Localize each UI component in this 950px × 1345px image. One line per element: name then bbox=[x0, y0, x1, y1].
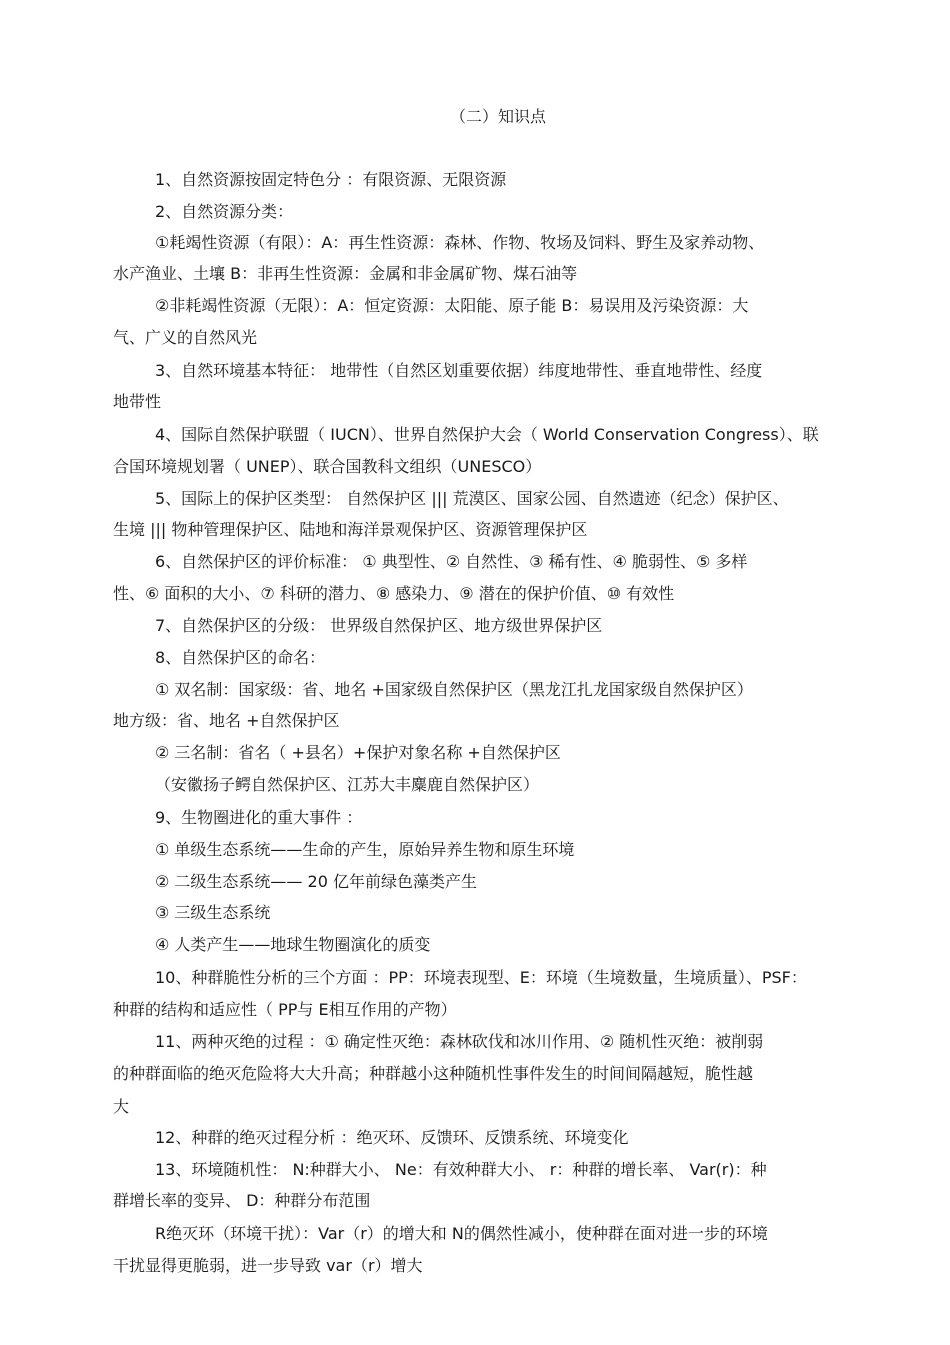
text-line: ① 单级生态系统——生命的产生，原始异养生物和原生环境 bbox=[155, 840, 575, 859]
text-line: 3、自然环境基本特征： 地带性（自然区划重要依据）纬度地带性、垂直地带性、经度 bbox=[155, 361, 763, 380]
text-line: ④ 人类产生——地球生物圈演化的质变 bbox=[155, 935, 431, 954]
text-line: 10、种群脆性分析的三个方面 ：PP：环境表现型、E：环境（生境数量，生境质量）、PSF： bbox=[155, 968, 807, 987]
text-line: 地方级：省、地名 +自然保护区 bbox=[113, 711, 340, 730]
text-line: 群增长率的变异、 D：种群分布范围 bbox=[113, 1191, 371, 1210]
text-line: （安徽扬子鳄自然保护区、江苏大丰麋鹿自然保护区） bbox=[155, 775, 540, 794]
text-line: 干扰显得更脆弱，进一步导致 var（r）增大 bbox=[113, 1256, 423, 1275]
text-line: 水产渔业、土壤 B：非再生性资源：金属和非金属矿物、煤石油等 bbox=[113, 264, 578, 283]
text-line: 地带性 bbox=[113, 392, 162, 411]
text-line: ② 二级生态系统—— 20 亿年前绿色藻类产生 bbox=[155, 872, 477, 891]
text-line: ③ 三级生态系统 bbox=[155, 903, 271, 922]
text-line: 6、自然保护区的评价标准： ① 典型性、② 自然性、③ 稀有性、④ 脆弱性、⑤ 多样 bbox=[155, 552, 748, 571]
text-line: 2、自然资源分类： bbox=[155, 202, 294, 221]
text-line: 气、广义的自然风光 bbox=[113, 328, 258, 347]
text-line: ①耗竭性资源（有限）：A：再生性资源：森林、作物、牧场及饲料、野生及家养动物、 bbox=[155, 233, 765, 252]
text-line: 4、国际自然保护联盟（ IUCN）、世界自然保护大会（ World Conservation Congress）、联 bbox=[155, 425, 819, 444]
text-line: R绝灭环（环境干扰）：Var（r）的增大和 N的偶然性减小，使种群在面对进一步的环境 bbox=[155, 1224, 768, 1243]
text-line: 的种群面临的绝灭危险将大大升高；种群越小这种随机性事件发生的时间间隔越短，脆性越 bbox=[113, 1064, 754, 1083]
section-title: （二）知识点 bbox=[449, 107, 546, 126]
text-line: 9、生物圈进化的重大事件 ： bbox=[155, 808, 363, 827]
text-line: ② 三名制：省名（ +县名）+保护对象名称 +自然保护区 bbox=[155, 743, 561, 762]
text-line: 生境 ||| 物种管理保护区、陆地和海洋景观保护区、资源管理保护区 bbox=[113, 520, 588, 539]
text-line: ① 双名制：国家级：省、地名 +国家级自然保护区（黑龙江扎龙国家级自然保护区） bbox=[155, 680, 753, 699]
text-line: 性、⑥ 面积的大小、⑦ 科研的潜力、⑧ 感染力、⑨ 潜在的保护价值、⑩ 有效性 bbox=[113, 584, 675, 603]
text-line: 7、自然保护区的分级： 世界级自然保护区、地方级世界保护区 bbox=[155, 616, 603, 635]
text-line: 种群的结构和适应性（ PP与 E相互作用的产物） bbox=[113, 1000, 457, 1019]
text-line: 13、环境随机性： N:种群大小、 Ne：有效种群大小、 r：种群的增长率、 Var(r)：种 bbox=[155, 1160, 767, 1179]
text-line: ②非耗竭性资源（无限）：A：恒定资源：太阳能、原子能 B：易误用及污染资源：大 bbox=[155, 296, 749, 315]
text-line: 8、自然保护区的命名： bbox=[155, 648, 326, 667]
text-line: 合国环境规划署（ UNEP）、联合国教科文组织（UNESCO） bbox=[113, 457, 542, 476]
text-line: 大 bbox=[113, 1097, 130, 1116]
text-line: 11、两种灭绝的过程 ：① 确定性灭绝：森林砍伐和冰川作用、② 随机性灭绝：被削弱 bbox=[155, 1032, 764, 1051]
text-line: 1、自然资源按固定特色分 ：有限资源、无限资源 bbox=[155, 170, 507, 189]
text-line: 5、国际上的保护区类型： 自然保护区 ||| 荒漠区、国家公园、自然遗迹（纪念）保护区、 bbox=[155, 489, 789, 508]
text-line: 12、种群的绝灭过程分析 ：绝灭环、反馈环、反馈系统、环境变化 bbox=[155, 1128, 629, 1147]
